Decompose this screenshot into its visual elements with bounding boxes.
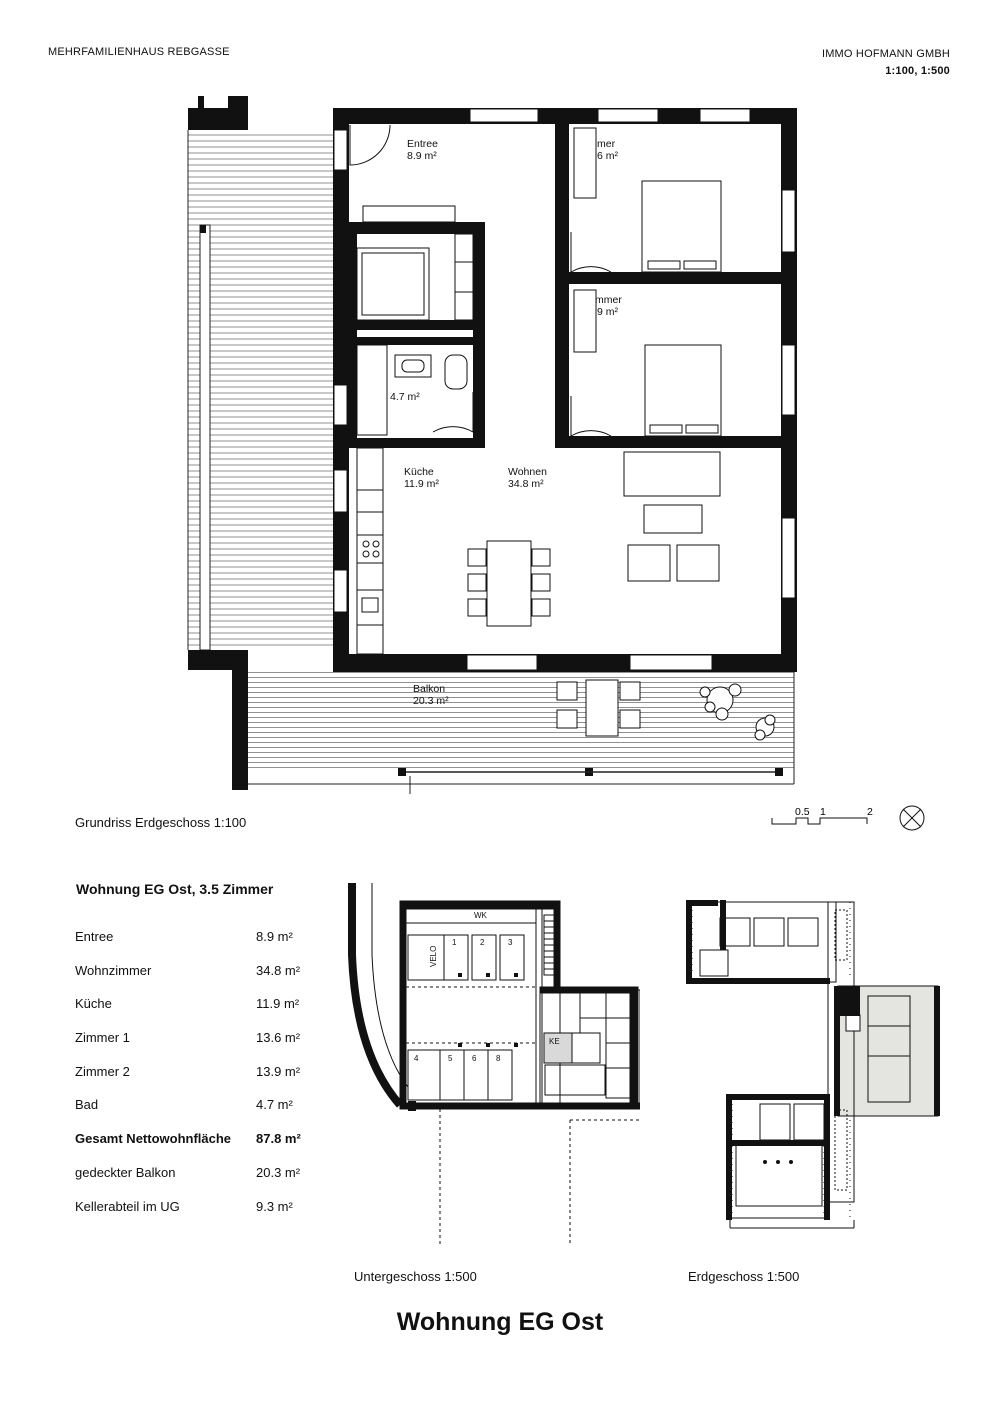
- table-row: [75, 1030, 335, 1064]
- terrace-left: [188, 130, 334, 650]
- room-area-balkon: 20.3 m²: [413, 695, 449, 707]
- room-area-wohnen: 34.8 m²: [508, 478, 544, 490]
- table-row: [75, 929, 335, 963]
- row-name: Zimmer 1: [75, 1030, 130, 1046]
- project-name: MEHRFAMILIENHAUS REBGASSE: [48, 46, 230, 58]
- row-value: 13.6 m²: [256, 1030, 301, 1046]
- room-area-entree: 8.9 m²: [407, 150, 437, 162]
- bathroom-fixtures: [357, 345, 467, 435]
- label-8: 8: [496, 1054, 501, 1063]
- table-row-total: [75, 1131, 335, 1165]
- apartment-walls: [333, 108, 797, 672]
- label-1: 1: [452, 938, 457, 947]
- scale-label-05: 0.5: [795, 806, 810, 818]
- basement-plan: [340, 875, 640, 1245]
- label-6: 6: [472, 1054, 477, 1063]
- page-title: Wohnung EG Ost: [396, 1308, 604, 1336]
- room-table: [75, 929, 335, 1232]
- label-velo: VELO: [429, 945, 438, 967]
- dining-table: [468, 541, 550, 626]
- room-label-entree: Entree: [407, 138, 438, 150]
- table-row: [75, 1097, 335, 1131]
- label-wk: WK: [474, 911, 487, 920]
- row-name: Wohnzimmer: [75, 962, 152, 978]
- ground-floor-overview: [680, 890, 950, 1240]
- room-label-wohnen: Wohnen: [508, 466, 547, 478]
- row-value: 11.9 m²: [256, 996, 300, 1012]
- row-value: 34.8 m²: [256, 962, 301, 978]
- row-value: 9.3 m²: [256, 1198, 293, 1214]
- table-row: [75, 1199, 335, 1233]
- table-row: [75, 996, 335, 1030]
- scale-label-1: 1: [820, 806, 826, 818]
- label-5: 5: [448, 1054, 453, 1063]
- label-ke: KE: [549, 1037, 560, 1046]
- row-name: Entree: [75, 929, 114, 944]
- living-furniture: [624, 452, 720, 581]
- room-area-kueche: 11.9 m²: [404, 478, 439, 490]
- row-name: Bad: [75, 1097, 99, 1113]
- north-arrow-icon: [900, 806, 924, 830]
- basement-caption: Untergeschoss 1:500: [354, 1269, 477, 1284]
- row-value: 87.8 m²: [256, 1131, 301, 1147]
- table-row: [75, 963, 335, 997]
- plan-caption: Grundriss Erdgeschoss 1:100: [75, 815, 247, 830]
- scale-bar: [760, 800, 940, 840]
- ground-floor-caption: Erdgeschoss 1:500: [688, 1269, 800, 1284]
- label-4: 4: [414, 1054, 419, 1063]
- row-name: Gesamt Nettowohnfläche: [75, 1131, 232, 1147]
- row-name: gedeckter Balkon: [75, 1164, 176, 1180]
- kitchen-counter: [357, 448, 383, 654]
- room-area-zimmer2: 9 m²: [597, 306, 618, 318]
- table-row: [75, 1064, 335, 1098]
- apartment-title: Wohnung EG Ost, 3.5 Zimmer: [76, 881, 274, 897]
- row-value: 20.3 m²: [256, 1164, 301, 1180]
- scale-label-2: 2: [867, 806, 873, 818]
- room-label-kueche: Küche: [404, 466, 434, 478]
- table-row: [75, 1165, 335, 1199]
- row-value: 13.9 m²: [256, 1063, 301, 1079]
- row-name: Zimmer 2: [75, 1063, 130, 1079]
- row-value: 8.9 m²: [256, 929, 293, 944]
- room-label-zimmer1: mer: [597, 138, 616, 150]
- label-2: 2: [480, 938, 485, 947]
- row-name: Küche: [75, 996, 112, 1012]
- company-name: IMMO HOFMANN GMBH: [821, 48, 950, 60]
- row-value: 4.7 m²: [256, 1097, 293, 1113]
- room-label-zimmer2: mmer: [595, 294, 622, 306]
- row-name: Kellerabteil im UG: [75, 1198, 180, 1214]
- scale-info: 1:100, 1:500: [885, 65, 950, 77]
- room-area-bad: 4.7 m²: [390, 391, 420, 403]
- room-area-zimmer1: 6 m²: [597, 150, 618, 162]
- label-3: 3: [508, 938, 513, 947]
- room-label-balkon: Balkon: [413, 683, 446, 695]
